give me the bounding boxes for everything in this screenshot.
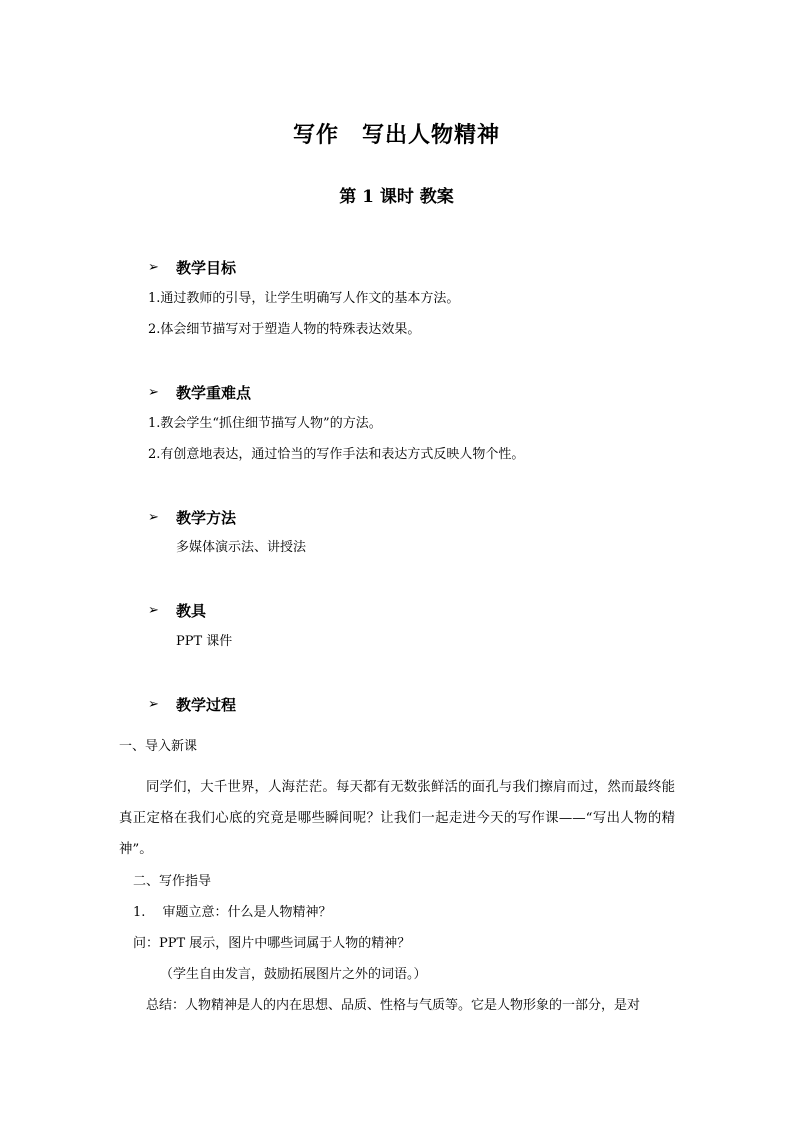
process-step-1: 1. 审题立意：什么是人物精神？: [133, 905, 332, 920]
section-heading-process: [148, 694, 236, 715]
process-part1-title: 一、导入新课: [119, 739, 198, 754]
document-title: 写作 写出人物精神: [292, 122, 500, 148]
section-heading-label: 教学重难点: [176, 384, 252, 402]
process-part1-paragraph: 同学们，大千世界，人海茫茫。每天都有无数张鲜活的面孔与我们擦肩而过，然而最终能真正定格在我们心底的究竟是哪些瞬间呢？让我们一起走进今天的写作课——“写出人物的精神”。: [119, 780, 675, 857]
goal-item-2: 2.体会细节描写对于塑造人物的特殊表达效果。: [148, 322, 421, 337]
section-heading-methods: [148, 507, 236, 528]
process-note: （学生自由发言，鼓励拓展图片之外的词语。）: [160, 967, 427, 982]
tools-text: PPT 课件: [176, 634, 233, 649]
goal-item-1: 1.通过教师的引导，让学生明确写人作文的基本方法。: [148, 291, 460, 306]
arrow-bullet-icon: ➢: [148, 385, 159, 400]
arrow-bullet-icon: ➢: [148, 603, 159, 618]
process-question: 问：PPT 展示，图片中哪些词属于人物的精神？: [133, 936, 411, 951]
section-heading-goals: [148, 257, 236, 278]
methods-text: 多媒体演示法、讲授法: [176, 540, 307, 555]
arrow-bullet-icon: ➢: [148, 697, 159, 712]
section-heading-label: 教学过程: [176, 696, 237, 714]
key-point-item-2: 2.有创意地表达，通过恰当的写作手法和表达方式反映人物个性。: [148, 447, 525, 462]
process-part2-title: 二、写作指导: [133, 874, 212, 889]
section-heading-tools: [148, 600, 206, 621]
arrow-bullet-icon: ➢: [148, 260, 159, 275]
section-heading-label: 教学目标: [176, 259, 237, 277]
process-summary: 总结：人物精神是人的内在思想、品质、性格与气质等。它是人物形象的一部分，是对: [146, 998, 641, 1013]
key-point-item-1: 1.教会学生“抓住细节描写人物”的方法。: [148, 416, 382, 431]
document-subtitle: 第 1 课时 教案: [339, 187, 454, 207]
arrow-bullet-icon: ➢: [148, 510, 159, 525]
section-heading-label: 教具: [176, 602, 207, 620]
section-heading-label: 教学方法: [176, 509, 237, 527]
section-heading-key-points: [148, 382, 251, 403]
